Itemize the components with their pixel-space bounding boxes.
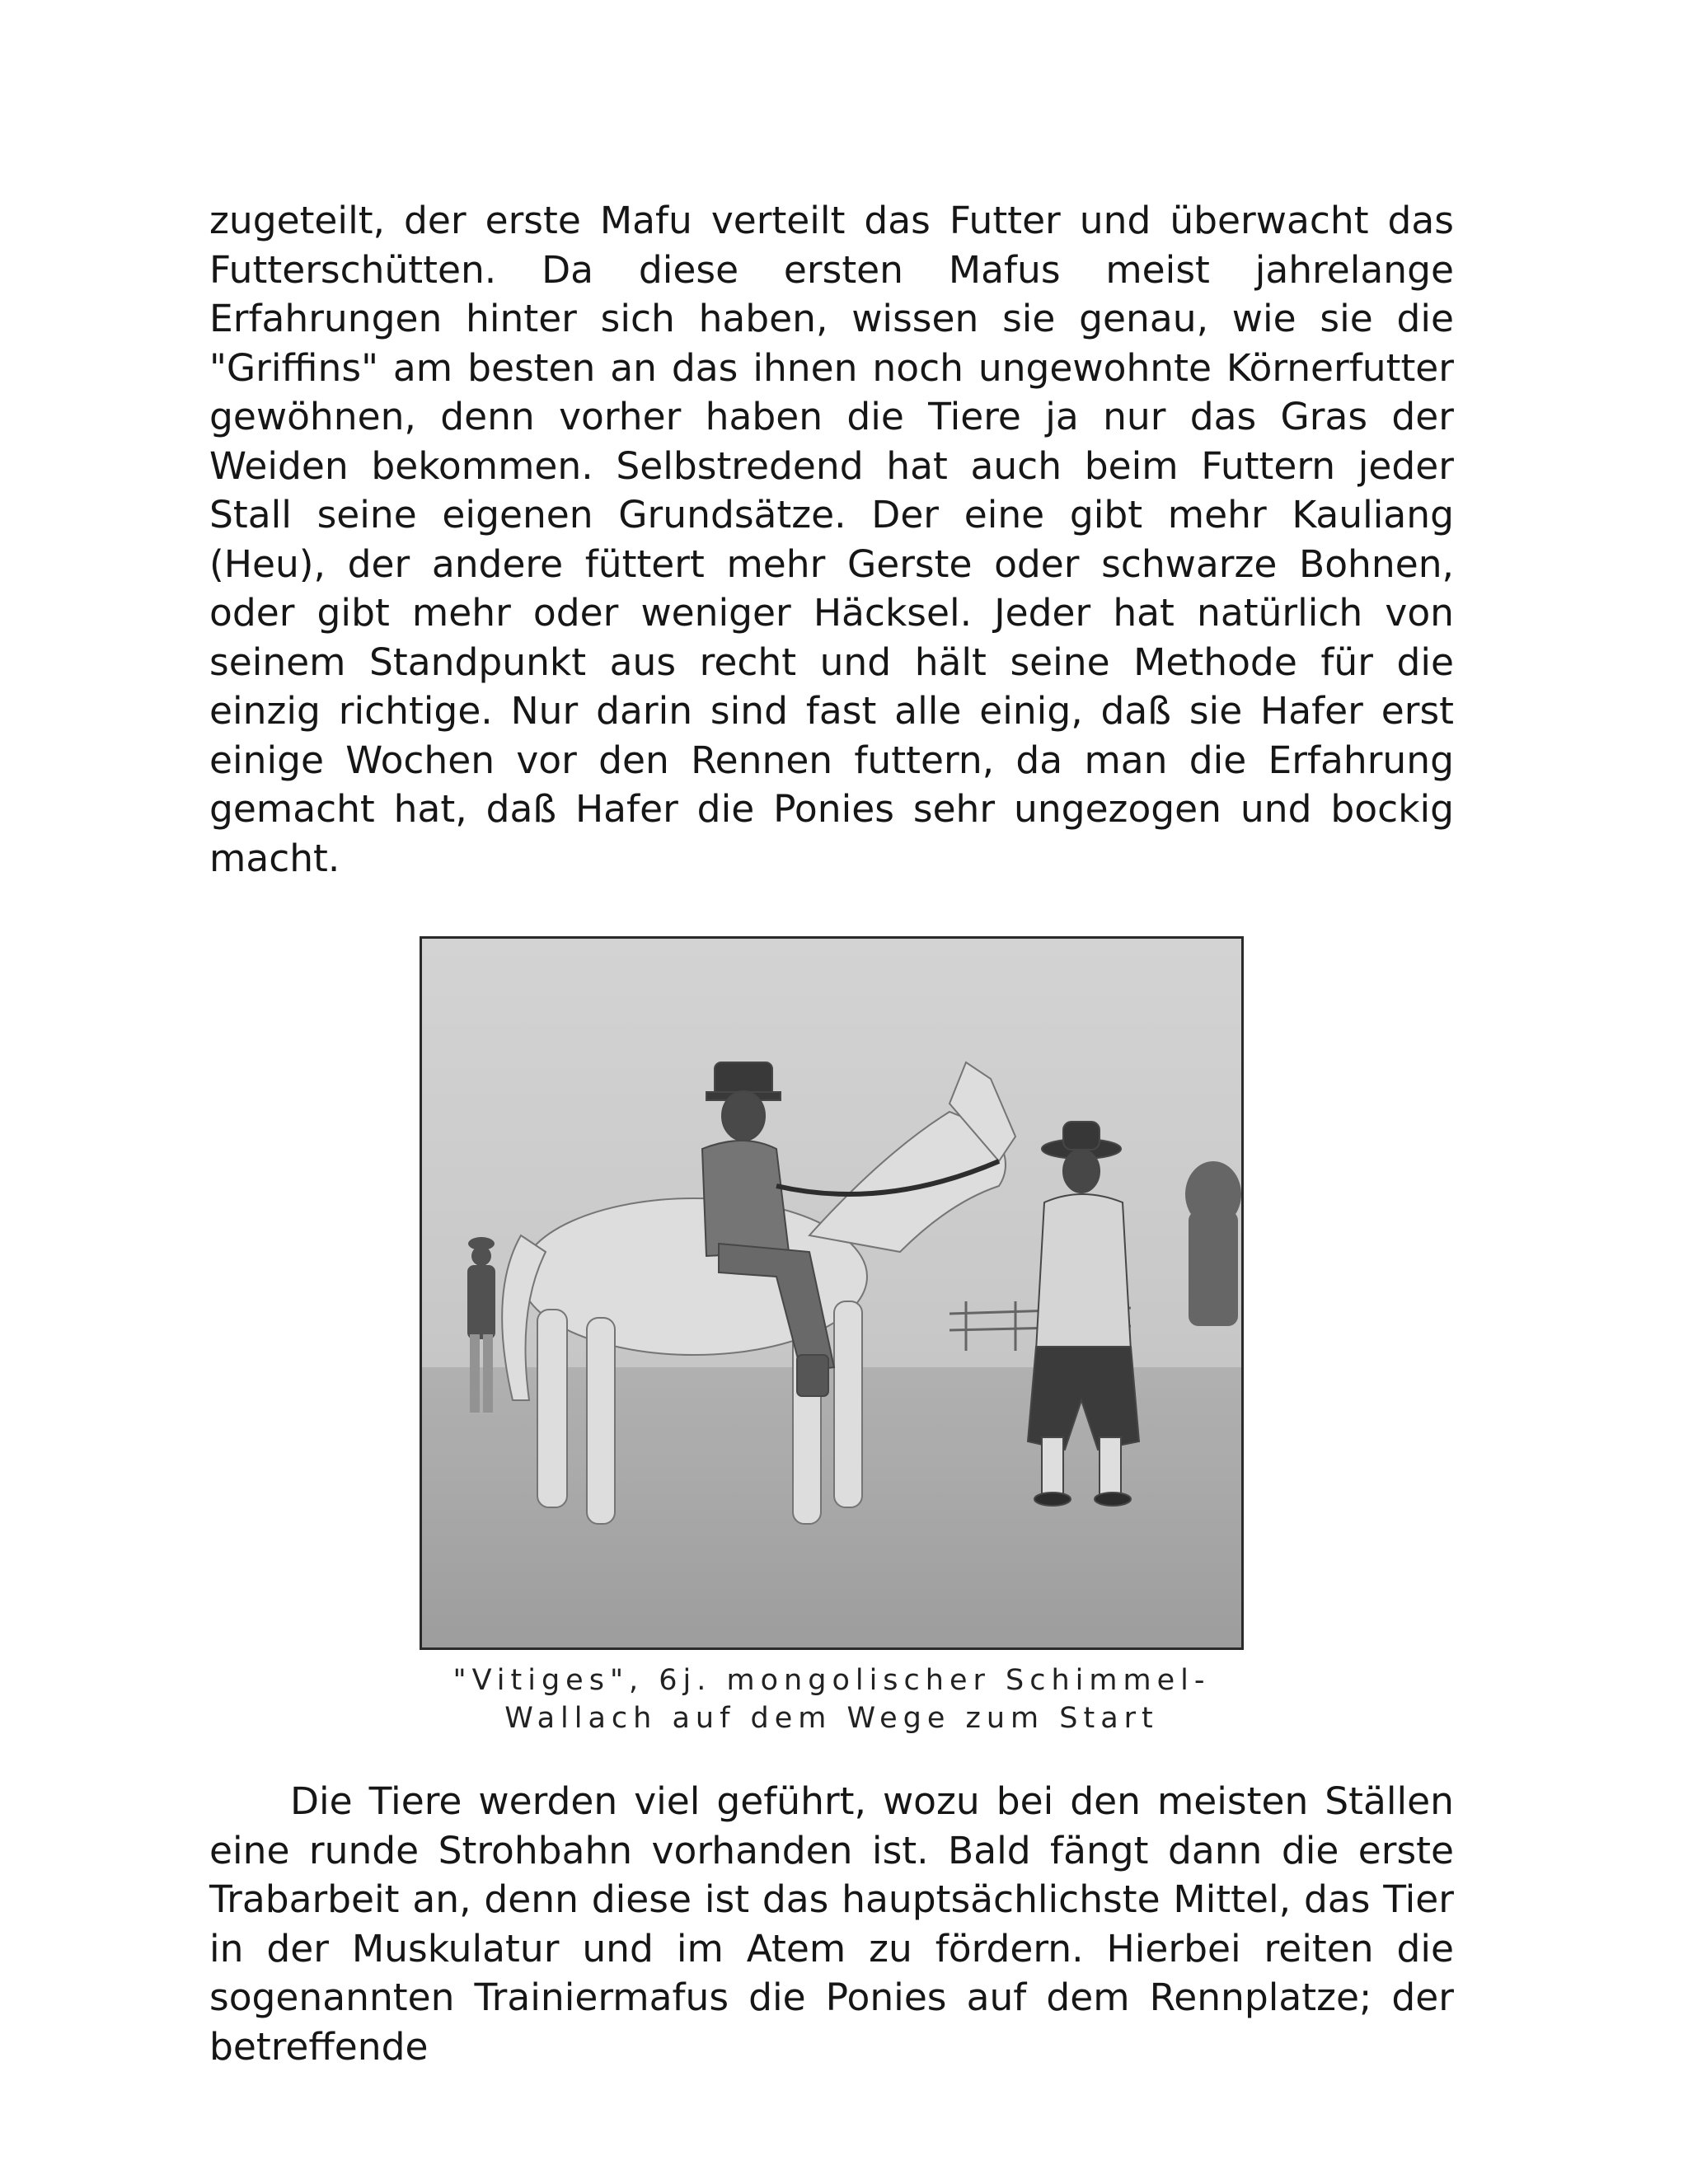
figure-caption xyxy=(209,1661,1454,1737)
body-paragraph-1: zugeteilt, der erste Mafu verteilt das Futter und überwacht das Futterschütten. Da diese ersten Mafus meist jahrelange Erfahrungen hinter sich haben, wissen sie genau, wie sie die "Griffins" am besten an das ihnen noch ungewohnte Körnerfutter gewöhnen, denn vorher haben die Tiere ja nur das Gras der Weiden bekommen. Selbstredend hat auch beim Futtern jeder Stall seine eigenen Grundsätze. Der eine gibt mehr Kauliang (Heu), der andere füttert mehr Gerste oder schwarze Bohnen, oder gibt mehr oder weniger Häcksel. Jeder hat natürlich von seinem Standpunkt aus recht und hält seine Methode für die einzig richtige. Nur darin sind fast alle einig, daß sie Hafer erst einige Wochen vor den Rennen futtern, da man die Erfahrung gemacht hat, daß Hafer die Ponies sehr ungezogen und bockig macht. xyxy=(209,199,1454,880)
caption-line-2: Wallach auf dem Wege zum Start xyxy=(504,1702,1159,1735)
horse-rider-photo xyxy=(422,939,1241,1647)
caption-line-1: "Vitiges", 6j. mongolischer Schimmel- xyxy=(452,1664,1211,1697)
photo-figure xyxy=(420,936,1244,1650)
body-paragraph-2: Die Tiere werden viel geführt, wozu bei den meisten Ställen eine runde Strohbahn vorhanden ist. Bald fängt dann die erste Trabarbeit an, denn diese ist das hauptsächlichste Mittel, das Tier in der Muskulatur und im Atem zu fördern. Hierbei reiten die sogenannten Trainiermafus die Ponies auf dem Rennplatze; der betreffende xyxy=(209,1779,1454,2069)
document-page xyxy=(209,196,1454,2071)
